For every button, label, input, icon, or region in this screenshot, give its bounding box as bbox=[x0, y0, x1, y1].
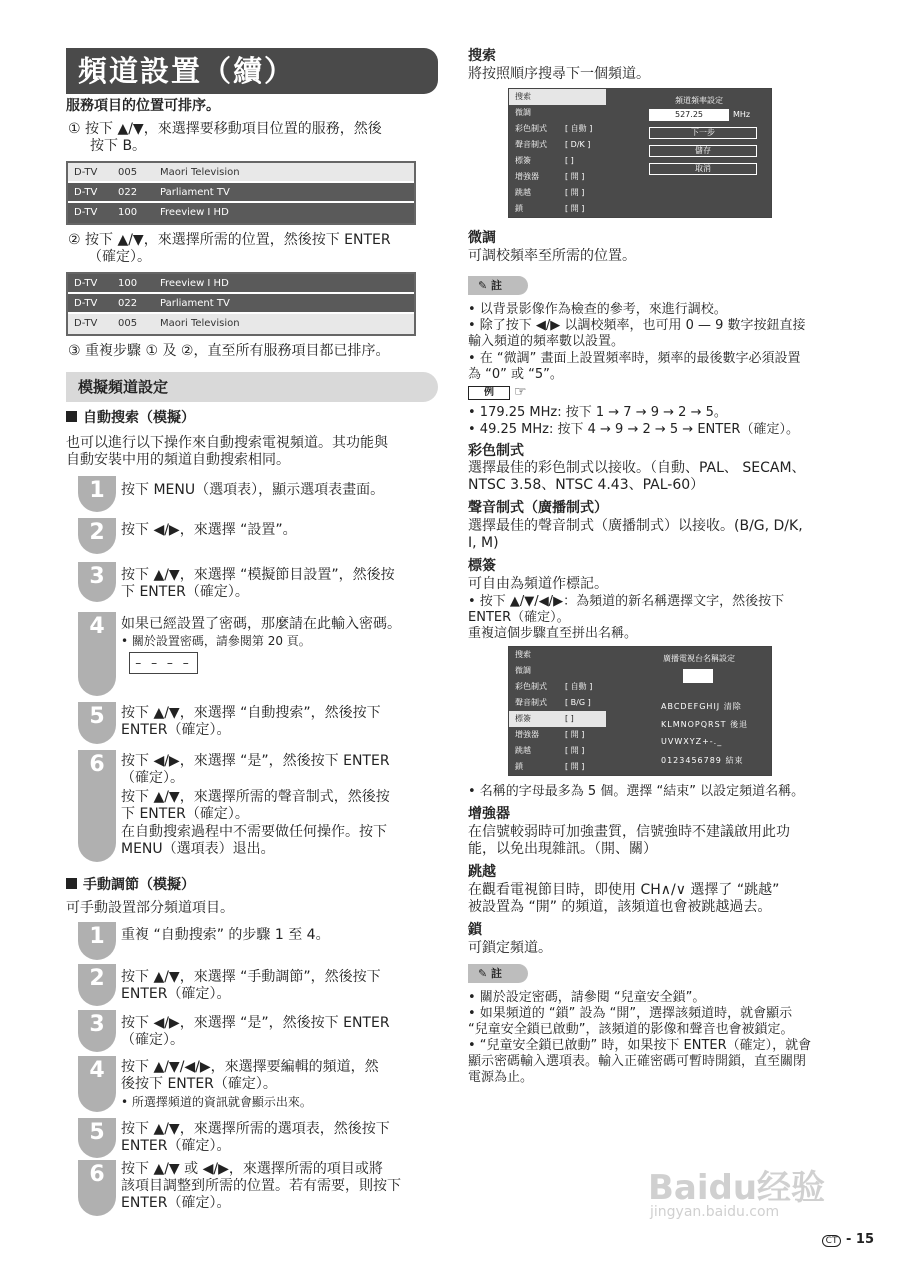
lock-heading: 鎖 bbox=[468, 922, 482, 938]
sort-step3: ③ 重複步驟 ① 及 ②，直至所有服務項目都已排序。 bbox=[68, 343, 390, 359]
step-number: 3 bbox=[78, 1010, 116, 1052]
step-text: 按下 ▲/▼，來選擇所需的聲音制式，然後按 bbox=[121, 789, 390, 805]
osd-menu-item[interactable]: 聲音制式 [ D/K ] bbox=[515, 140, 591, 149]
note-badge: ✎ 註 bbox=[468, 276, 528, 295]
osd-menu-item[interactable]: 鎖 [ 開 ] bbox=[515, 762, 585, 771]
step-text: 按下 ▲/▼，來選擇 “手動調節”，然後按下 bbox=[121, 969, 381, 985]
step-text: 重複 “自動搜索” 的步驟 1 至 4。 bbox=[121, 927, 330, 943]
label-heading: 標簽 bbox=[468, 558, 496, 574]
frequency-unit: MHz bbox=[733, 110, 751, 119]
label-bullet: ENTER（確定）。 bbox=[468, 610, 570, 625]
auto-search-heading: 自動搜索（模擬） bbox=[66, 410, 195, 427]
example-line: • 49.25 MHz: 按下 4 → 9 → 2 → 5 → ENTER（確定）。 bbox=[468, 422, 799, 437]
manual-intro: 可手動設置部分頻道項目。 bbox=[66, 900, 234, 916]
step-text: ENTER（確定）。 bbox=[121, 722, 231, 738]
watermark-url: jingyan.baidu.com bbox=[650, 1204, 780, 1220]
step-text: 如果已經設置了密碼，那麼請在此輸入密碼。 bbox=[121, 616, 401, 632]
manual-heading: 手動調節（模擬） bbox=[66, 877, 195, 894]
osd-menu-item[interactable]: 增強器 [ 開 ] bbox=[515, 730, 585, 739]
step-number: 5 bbox=[78, 1118, 116, 1158]
table-row[interactable]: D-TV 005 Maori Television bbox=[68, 163, 414, 183]
table-row[interactable]: D-TV 005 Maori Television bbox=[68, 314, 414, 334]
sort-step2-b: （確定）。 bbox=[88, 249, 151, 265]
note-line: • 如果頻道的 “鎖” 設為 “開”，選擇該頻道時，就會顯示 bbox=[468, 1006, 793, 1021]
fine-tune-text: 可調校頻率至所需的位置。 bbox=[468, 248, 636, 264]
note-line: • 除了按下 ◀/▶ 以調校頻率，也可用 0 — 9 數字按鈕直接 bbox=[468, 318, 806, 333]
page-footer: CT - 15 bbox=[822, 1232, 874, 1247]
sound-system-text-2: I, M) bbox=[468, 535, 499, 551]
auto-intro-2: 自動安裝中用的頻道自動搜索相同。 bbox=[66, 452, 290, 468]
language-badge: CT bbox=[822, 1235, 842, 1247]
char-row[interactable]: 0123456789 結束 bbox=[661, 756, 744, 765]
step-note: • 所選擇頻道的資訊就會顯示出來。 bbox=[121, 1095, 312, 1109]
step-text: 按下 ◀/▶，來選擇 “設置”。 bbox=[121, 522, 297, 538]
service-table-after bbox=[66, 272, 416, 336]
osd-menu-item[interactable]: 彩色制式 [ 自動 ] bbox=[515, 124, 593, 133]
step-text: 在自動搜索過程中不需要做任何操作。按下 bbox=[121, 824, 387, 840]
step-note: • 關於設置密碼，請參閱第 20 頁。 bbox=[121, 634, 311, 648]
note-line: • 關於設定密碼，請參閱 “兒童安全鎖”。 bbox=[468, 990, 706, 1005]
skip-heading: 跳越 bbox=[468, 864, 496, 880]
label-bullet: 重複這個步驟直至拼出名稱。 bbox=[468, 626, 638, 641]
lock-text: 可鎖定頻道。 bbox=[468, 940, 552, 956]
step-text: 後按下 ENTER（確定）。 bbox=[121, 1076, 277, 1092]
color-system-heading: 彩色制式 bbox=[468, 443, 524, 459]
label-text: 可自由為頻道作標記。 bbox=[468, 576, 608, 592]
label-bullet: • 按下 ▲/▼/◀/▶：為頻道的新名稱選擇文字，然後按下 bbox=[468, 594, 785, 609]
osd-menu-item[interactable]: 搜索 bbox=[509, 89, 606, 105]
table-row[interactable]: D-TV 100 Freeview I HD bbox=[68, 274, 414, 294]
password-input[interactable]: – – – – bbox=[129, 652, 198, 674]
osd-menu-item[interactable]: 微調 bbox=[515, 108, 531, 117]
step-number: 6 bbox=[78, 750, 116, 862]
note-line: 電源為止。 bbox=[468, 1070, 534, 1085]
table-row[interactable]: D-TV 022 Parliament TV bbox=[68, 183, 414, 203]
step-number: 2 bbox=[78, 518, 116, 554]
note-line: • 以背景影像作為檢查的參考，來進行調校。 bbox=[468, 302, 727, 317]
step-text: 按下 ▲/▼，來選擇 “自動搜索”，然後按下 bbox=[121, 705, 381, 721]
label-bullet: • 名稱的字母最多為 5 個。選擇 “結束” 以設定頻道名稱。 bbox=[468, 784, 805, 799]
step-text: ENTER（確定）。 bbox=[121, 1138, 231, 1154]
step-text: （確定）。 bbox=[121, 1032, 184, 1048]
pencil-icon: ✎ bbox=[478, 967, 492, 980]
name-input[interactable] bbox=[683, 669, 713, 683]
search-text: 將按照順序搜尋下一個頻道。 bbox=[468, 66, 650, 82]
sound-system-text-1: 選擇最佳的聲音制式（廣播制式）以接收。(B/G, D/K, bbox=[468, 518, 803, 534]
note-badge: ✎ 註 bbox=[468, 964, 528, 983]
next-button[interactable]: 下一步 bbox=[649, 127, 757, 139]
note-line: 為 “0” 或 “5”。 bbox=[468, 367, 563, 382]
osd-menu bbox=[509, 647, 606, 775]
station-name-screen bbox=[508, 646, 772, 776]
fine-tune-heading: 微調 bbox=[468, 230, 496, 246]
step-number: 4 bbox=[78, 1056, 116, 1112]
frequency-input[interactable]: 527.25 bbox=[649, 109, 729, 121]
note-line: 輸入頻道的頻率數以設置。 bbox=[468, 334, 625, 349]
pencil-icon: ✎ bbox=[478, 279, 492, 292]
channel-frequency-screen bbox=[508, 88, 772, 218]
step-text: 按下 MENU（選項表），顯示選項表畫面。 bbox=[121, 482, 385, 498]
table-row[interactable]: D-TV 022 Parliament TV bbox=[68, 294, 414, 314]
note-line: 顯示密碼輸入選項表。輸入正確密碼可暫時開鎖，直至關閉 bbox=[468, 1054, 807, 1069]
example-line: • 179.25 MHz: 按下 1 → 7 → 9 → 2 → 5。 bbox=[468, 405, 727, 420]
osd-menu-item[interactable]: 聲音制式 [ B/G ] bbox=[515, 698, 591, 707]
note-line: • “兒童安全鎖已啟動” 時，如果按下 ENTER（確定），就會 bbox=[468, 1038, 812, 1053]
page-number: 15 bbox=[855, 1232, 874, 1247]
step-text: 按下 ▲/▼，來選擇所需的選項表，然後按下 bbox=[121, 1121, 390, 1137]
step-text: 按下 ◀/▶，來選擇 “是”，然後按下 ENTER bbox=[121, 1015, 390, 1031]
step-text: （確定）。 bbox=[121, 770, 184, 786]
booster-text-1: 在信號較弱時可加強畫質，信號強時不建議啟用此功 bbox=[468, 824, 790, 840]
step-number: 3 bbox=[78, 562, 116, 602]
step-number: 1 bbox=[78, 476, 116, 512]
step-text: MENU（選項表）退出。 bbox=[121, 841, 275, 857]
booster-text-2: 能，以免出現雜訊。（開、關） bbox=[468, 841, 657, 857]
skip-text-2: 被設置為 “開” 的頻道，該頻道也會被跳越過去。 bbox=[468, 899, 772, 915]
osd-menu-item[interactable]: 標簽 [ ] bbox=[509, 711, 606, 727]
panel-title: 頻道頻率設定 bbox=[675, 96, 723, 105]
step-text: 下 ENTER（確定）。 bbox=[121, 584, 249, 600]
cancel-button[interactable]: 取消 bbox=[649, 163, 757, 175]
osd-menu-item[interactable]: 跳越 [ 開 ] bbox=[515, 746, 585, 755]
hand-pointer-icon: ☞ bbox=[514, 384, 527, 400]
osd-menu-item[interactable]: 彩色制式 [ 自動 ] bbox=[515, 682, 593, 691]
service-table-before bbox=[66, 161, 416, 225]
sort-step2-a: ② 按下 ▲/▼，來選擇所需的位置，然後按下 ENTER bbox=[68, 232, 391, 248]
page-title: 頻道設置（續） bbox=[66, 48, 438, 94]
save-button[interactable]: 儲存 bbox=[649, 145, 757, 157]
note-line: • 在 “微調” 畫面上設置頻率時，頻率的最後數字必須設置 bbox=[468, 351, 801, 366]
square-bullet-icon bbox=[66, 411, 77, 422]
sound-system-heading: 聲音制式（廣播制式） bbox=[468, 500, 608, 516]
example-badge: 例 bbox=[468, 386, 510, 400]
table-row[interactable]: D-TV 100 Freeview I HD bbox=[68, 203, 414, 223]
step-text: 按下 ▲/▼ 或 ◀/▶，來選擇所需的項目或將 bbox=[121, 1161, 383, 1177]
step-number: 1 bbox=[78, 922, 116, 960]
sort-heading: 服務項目的位置可排序。 bbox=[66, 98, 220, 114]
sort-step1-a: ① 按下 ▲/▼，來選擇要移動項目位置的服務，然後 bbox=[68, 121, 382, 137]
step-text: ENTER（確定）。 bbox=[121, 986, 231, 1002]
panel-title: 廣播電視台名稱設定 bbox=[663, 654, 735, 663]
char-row[interactable]: UVWXYZ+-._ bbox=[661, 737, 723, 746]
osd-menu-item[interactable]: 搜索 bbox=[515, 650, 531, 659]
step-text: 按下 ▲/▼/◀/▶，來選擇要編輯的頻道，然 bbox=[121, 1059, 379, 1075]
osd-menu bbox=[509, 89, 606, 217]
step-text: 下 ENTER（確定）。 bbox=[121, 806, 249, 822]
osd-menu-item[interactable]: 微調 bbox=[515, 666, 531, 675]
square-bullet-icon bbox=[66, 878, 77, 889]
skip-text-1: 在觀看電視節目時，即使用 CH∧/∨ 選擇了 “跳越” bbox=[468, 882, 780, 898]
osd-menu-item[interactable]: 鎖 [ 開 ] bbox=[515, 204, 585, 213]
section-heading: 模擬頻道設定 bbox=[66, 372, 438, 402]
watermark-brand: Baidu经验 bbox=[648, 1168, 826, 1208]
step-number: 4 bbox=[78, 612, 116, 696]
note-line: “兒童安全鎖已啟動”，該頻道的影像和聲音也會被鎖定。 bbox=[468, 1022, 794, 1037]
step-text: 按下 ▲/▼，來選擇 “模擬節目設置”，然後按 bbox=[121, 567, 395, 583]
osd-menu-item[interactable]: 增強器 [ 開 ] bbox=[515, 172, 585, 181]
step-text: ENTER（確定）。 bbox=[121, 1195, 231, 1211]
step-number: 6 bbox=[78, 1160, 116, 1216]
step-text: 按下 ◀/▶，來選擇 “是”，然後按下 ENTER bbox=[121, 753, 390, 769]
char-row[interactable]: ABCDEFGHIJ 清除 bbox=[661, 702, 742, 711]
booster-heading: 增強器 bbox=[468, 806, 510, 822]
sort-step1-b: 按下 B。 bbox=[90, 138, 147, 154]
step-number: 5 bbox=[78, 702, 116, 744]
color-system-text-2: NTSC 3.58、NTSC 4.43、PAL-60） bbox=[468, 477, 705, 493]
color-system-text-1: 選擇最佳的彩色制式以接收。（自動、PAL、 SECAM、 bbox=[468, 460, 806, 476]
search-heading: 搜索 bbox=[468, 48, 496, 64]
step-text: 該項目調整到所需的位置。若有需要，則按下 bbox=[121, 1178, 401, 1194]
osd-menu-item[interactable]: 標簽 [ ] bbox=[515, 156, 574, 165]
step-number: 2 bbox=[78, 964, 116, 1006]
char-row[interactable]: KLMNOPQRST 後退 bbox=[661, 720, 749, 729]
auto-intro-1: 也可以進行以下操作來自動搜索電視頻道。其功能與 bbox=[66, 435, 388, 451]
osd-menu-item[interactable]: 跳越 [ 開 ] bbox=[515, 188, 585, 197]
